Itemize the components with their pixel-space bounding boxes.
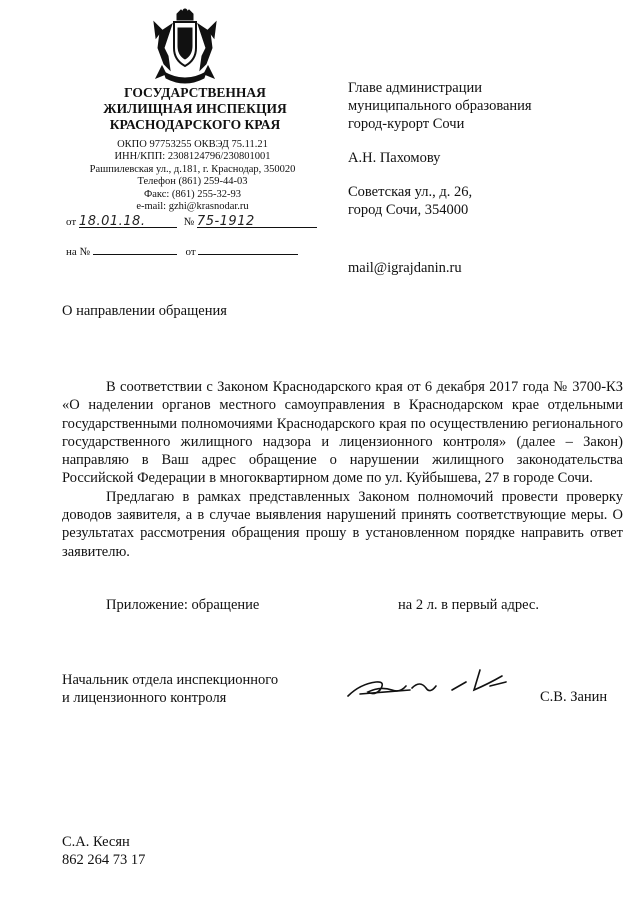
executor-phone: 862 264 73 17 bbox=[62, 852, 146, 868]
addressee-street: Советская ул., д. 26, bbox=[348, 184, 473, 200]
letter-subject: О направлении обращения bbox=[62, 303, 227, 319]
date-field bbox=[79, 214, 177, 228]
signer-position-line2: и лицензионного контроля bbox=[62, 690, 227, 706]
addressee-line1: Главе администрации bbox=[348, 80, 482, 96]
number-field bbox=[197, 214, 317, 228]
reference-number-label: на № bbox=[66, 246, 91, 258]
addressee-city: город Сочи, 354000 bbox=[348, 202, 469, 218]
attachment-label: Приложение: обращение bbox=[106, 597, 260, 613]
org-phone: Телефон (861) 259-44-03 bbox=[137, 176, 248, 188]
organization-name bbox=[60, 85, 330, 133]
date-label: от bbox=[66, 216, 77, 228]
body-paragraph-1: В соответствии с Законом Краснодарского края от 6 декабря 2017 года № 3700-КЗ «О наделении органов местного самоуправления в Краснодарском крае отдельными государственными полномочиями Краснодарского края по осуществлению регионального государственного жилищного надзора и лицензионного контроля» (далее – Закон) направляю в Ваш адрес обращение о нарушении жилищного законодательства Российской Федерации в многоквартирном доме по ул. Куйбышева, 27 в городе Сочи. bbox=[62, 379, 623, 487]
addressee-line3: город-курорт Сочи bbox=[348, 116, 465, 132]
date-value: 18.01.18. bbox=[78, 214, 146, 229]
number-label: № bbox=[183, 216, 195, 228]
org-name-line2: ЖИЛИЩНАЯ ИНСПЕКЦИЯ bbox=[103, 101, 287, 116]
org-email: e-mail: gzhi@krasnodar.ru bbox=[136, 201, 249, 213]
letter-body bbox=[62, 378, 623, 561]
signer-name: С.В. Занин bbox=[540, 689, 608, 705]
reference-date-label: от bbox=[185, 246, 196, 258]
org-inn: ИНН/КПП: 2308124796/230801001 bbox=[114, 151, 271, 163]
number-value: 75-1912 bbox=[196, 214, 255, 229]
org-address: Рашпилевская ул., д.181, г. Краснодар, 350020 bbox=[89, 163, 296, 175]
attachment-pages: на 2 л. в первый адрес. bbox=[398, 597, 539, 613]
reference-line bbox=[66, 241, 298, 258]
body-paragraph-2: Предлагаю в рамках представленных Законом полномочий провести проверку доводов заявителя, а в случае выявления нарушений принять соответствующие меры. О результатах рассмотрения обращения прошу в установленном порядке направить ответ заявителю. bbox=[62, 488, 623, 560]
reference-date-field bbox=[198, 241, 298, 255]
addressee-block bbox=[348, 79, 628, 277]
org-codes: ОКПО 97753255 ОКВЭД 75.11.21 bbox=[117, 139, 268, 150]
org-name-line3: КРАСНОДАРСКОГО КРАЯ bbox=[109, 117, 281, 132]
executor-block bbox=[62, 833, 145, 869]
reference-number-field bbox=[93, 241, 177, 255]
signer-position bbox=[62, 671, 278, 707]
addressee-line2: муниципального образования bbox=[348, 98, 532, 114]
letterhead-details bbox=[55, 139, 330, 213]
addressee-email: mail@igrajdanin.ru bbox=[348, 260, 462, 276]
signer-position-line1: Начальник отдела инспекционного bbox=[62, 672, 279, 688]
org-name-line1: ГОСУДАРСТВЕННАЯ bbox=[124, 85, 266, 100]
executor-name: С.А. Кесян bbox=[62, 834, 130, 850]
coat-of-arms-icon bbox=[150, 8, 220, 88]
signature-icon bbox=[340, 660, 520, 705]
org-fax: Факс: (861) 255-32-93 bbox=[143, 188, 242, 200]
registration-line bbox=[66, 214, 317, 228]
addressee-name: А.Н. Пахомову bbox=[348, 150, 441, 166]
